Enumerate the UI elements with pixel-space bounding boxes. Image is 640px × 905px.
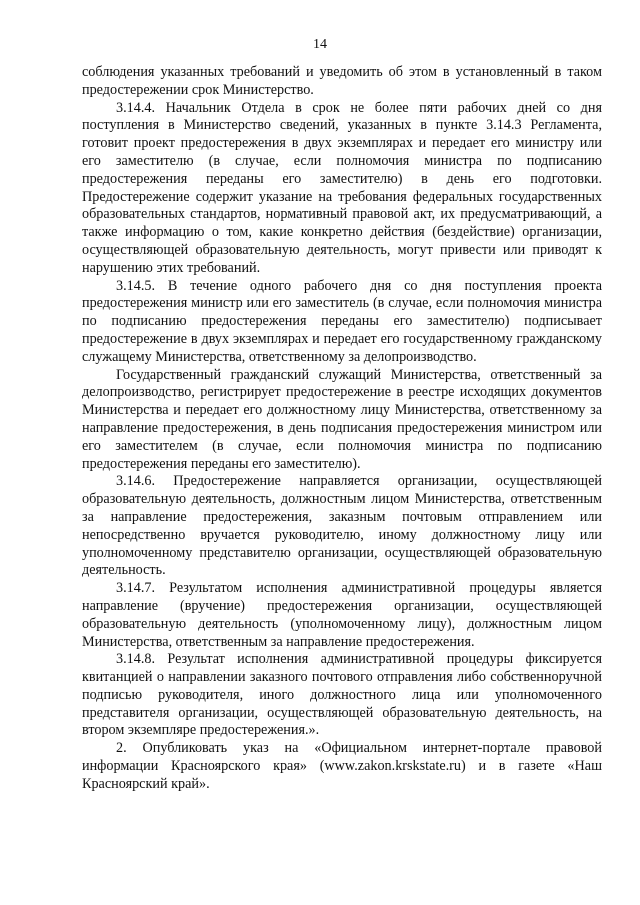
paragraph-3-14-4: 3.14.4. Начальник Отдела в срок не более пяти рабочих дней со дня поступления в Министерство сведений, указанных в пункте 3.14.3 Регламента, готовит проект предостережения в двух экземплярах и передает его министру или его заместителю (в случае, если полномочия министра по подписанию предостережения переданы его заместителю) в день его подготовки. Предостережение содержит указание на требования федеральных государственных образовательных стандартов, нормативный правовой акт, их предусматривающий, а также информацию о том, какие конкретно действия (бездействие) организации, осуществляющей образовательную деятельность, могут привести или приводят к нарушению этих требований. — [82, 99, 602, 276]
document-body — [82, 64, 602, 794]
paragraph-continuation: соблюдения указанных требований и уведомить об этом в установленный в таком предостережении срок Министерство. — [82, 64, 602, 98]
paragraph-3-14-7: 3.14.7. Результатом исполнения административной процедуры является направление (вручение) предостережения организации, осуществляющей образовательную деятельность (уполномоченному лицу), должностным лицом Министерства, ответственным за направление предостережения. — [82, 580, 602, 650]
paragraph-3-14-8: 3.14.8. Результат исполнения административной процедуры фиксируется квитанцией о направлении заказного почтового отправления либо собственноручной подписью руководителя, иного должностного лица или уполномоченного представителя организации, осуществляющей образовательную деятельность, на втором экземпляре предостережения.». — [82, 651, 602, 739]
paragraph-publish-decree: 2. Опубликовать указ на «Официальном интернет-портале правовой информации Красноярского края» (www.zakon.krskstate.ru) и в газете «Наш Красноярский край». — [82, 740, 602, 792]
paragraph-3-14-6: 3.14.6. Предостережение направляется организации, осуществляющей образовательную деятельность, должностным лицом Министерства, ответственным за направление предостережения, заказным почтовым отправлением или непосредственно вручается руководителю, иному должностному лицу или уполномоченному представителю организации, осуществляющей образовательную деятельность. — [82, 473, 602, 579]
paragraph-registration: Государственный гражданский служащий Министерства, ответственный за делопроизводство, регистрирует предостережение в реестре исходящих документов Министерства и передает его должностному лицу Министерства, ответственному за направление предостережения, в день подписания предостережения министром или его заместителем (в случае, если полномочия министра по подписанию предостережения переданы его заместителю). — [82, 366, 602, 472]
paragraph-3-14-5: 3.14.5. В течение одного рабочего дня со дня поступления проекта предостережения министр или его заместитель (в случае, если полномочия министра по подписанию предостережения переданы его заместителю) подписывает предостережение в двух экземплярах и передает его государственному гражданскому служащему Министерства, ответственному за делопроизводство. — [82, 277, 602, 365]
page-number: 14 — [313, 37, 327, 52]
